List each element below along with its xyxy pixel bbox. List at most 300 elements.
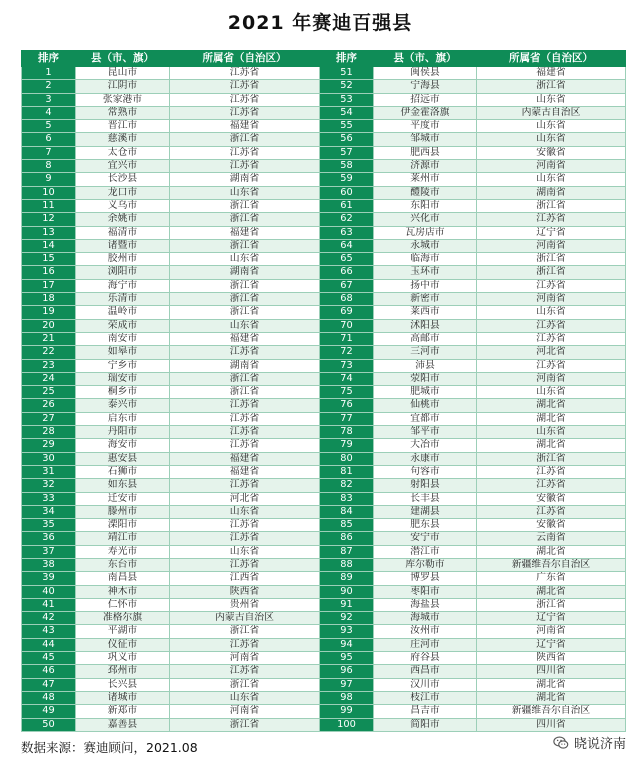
- right-rank-cell: 98: [320, 691, 374, 704]
- left-province-cell: 浙江省: [170, 678, 320, 691]
- right-rank-cell: 61: [320, 199, 374, 212]
- left-rank-cell: 40: [22, 585, 76, 598]
- right-province-cell: 新疆维吾尔自治区: [477, 705, 626, 718]
- right-county-cell: 新密市: [374, 293, 477, 306]
- right-rank-cell: 84: [320, 505, 374, 518]
- right-county-cell: 永城市: [374, 239, 477, 252]
- left-province-cell: 江苏省: [170, 346, 320, 359]
- left-rank-cell: 12: [22, 213, 76, 226]
- right-province-cell: 河南省: [477, 239, 626, 252]
- table-row: [22, 505, 626, 518]
- left-province-cell: 山东省: [170, 319, 320, 332]
- right-province-cell: 湖北省: [477, 678, 626, 691]
- right-province-cell: 湖南省: [477, 186, 626, 199]
- table-row: [22, 186, 626, 199]
- left-province-cell: 陕西省: [170, 585, 320, 598]
- left-county-cell: 温岭市: [76, 306, 170, 319]
- right-county-cell: 莱西市: [374, 306, 477, 319]
- right-province-cell: 安徽省: [477, 146, 626, 159]
- right-rank-cell: 91: [320, 598, 374, 611]
- right-rank-cell: 68: [320, 293, 374, 306]
- left-county-cell: 荣成市: [76, 319, 170, 332]
- left-county-cell: 晋江市: [76, 120, 170, 133]
- right-province-cell: 山东省: [477, 173, 626, 186]
- right-province-cell: 新疆维吾尔自治区: [477, 558, 626, 571]
- right-province-cell: 广东省: [477, 572, 626, 585]
- left-rank-cell: 34: [22, 505, 76, 518]
- right-rank-cell: 73: [320, 359, 374, 372]
- left-province-cell: 福建省: [170, 332, 320, 345]
- left-rank-cell: 44: [22, 638, 76, 651]
- left-county-cell: 仪征市: [76, 638, 170, 651]
- left-province-cell: 江苏省: [170, 519, 320, 532]
- left-province-cell: 江苏省: [170, 439, 320, 452]
- table-row: [22, 319, 626, 332]
- header-rank-right: 排序: [320, 51, 374, 67]
- table-row: [22, 160, 626, 173]
- left-province-cell: 江苏省: [170, 399, 320, 412]
- table-row: [22, 346, 626, 359]
- left-rank-cell: 7: [22, 146, 76, 159]
- left-rank-cell: 11: [22, 199, 76, 212]
- left-county-cell: 启东市: [76, 412, 170, 425]
- table-row: [22, 625, 626, 638]
- left-rank-cell: 5: [22, 120, 76, 133]
- right-county-cell: 平度市: [374, 120, 477, 133]
- right-rank-cell: 59: [320, 173, 374, 186]
- table-row: [22, 598, 626, 611]
- right-county-cell: 伊金霍洛旗: [374, 106, 477, 119]
- right-rank-cell: 82: [320, 479, 374, 492]
- left-county-cell: 乐清市: [76, 293, 170, 306]
- right-rank-cell: 93: [320, 625, 374, 638]
- right-county-cell: 醴陵市: [374, 186, 477, 199]
- table-row: [22, 718, 626, 731]
- right-rank-cell: 57: [320, 146, 374, 159]
- left-rank-cell: 22: [22, 346, 76, 359]
- right-province-cell: 浙江省: [477, 452, 626, 465]
- right-rank-cell: 71: [320, 332, 374, 345]
- table-row: [22, 253, 626, 266]
- right-rank-cell: 70: [320, 319, 374, 332]
- right-province-cell: 江苏省: [477, 213, 626, 226]
- header-rank-left: 排序: [22, 51, 76, 67]
- right-province-cell: 云南省: [477, 532, 626, 545]
- table-row: [22, 266, 626, 279]
- left-county-cell: 宁乡市: [76, 359, 170, 372]
- right-rank-cell: 72: [320, 346, 374, 359]
- left-province-cell: 江苏省: [170, 106, 320, 119]
- left-county-cell: 平湖市: [76, 625, 170, 638]
- left-rank-cell: 41: [22, 598, 76, 611]
- right-rank-cell: 62: [320, 213, 374, 226]
- table-row: [22, 585, 626, 598]
- left-province-cell: 福建省: [170, 120, 320, 133]
- table-row: [22, 80, 626, 93]
- left-rank-cell: 32: [22, 479, 76, 492]
- right-rank-cell: 65: [320, 253, 374, 266]
- left-province-cell: 江苏省: [170, 93, 320, 106]
- left-county-cell: 滕州市: [76, 505, 170, 518]
- right-rank-cell: 78: [320, 426, 374, 439]
- right-province-cell: 浙江省: [477, 598, 626, 611]
- right-rank-cell: 77: [320, 412, 374, 425]
- right-county-cell: 西昌市: [374, 665, 477, 678]
- left-province-cell: 江苏省: [170, 426, 320, 439]
- right-rank-cell: 99: [320, 705, 374, 718]
- left-rank-cell: 45: [22, 652, 76, 665]
- left-rank-cell: 3: [22, 93, 76, 106]
- left-county-cell: 靖江市: [76, 532, 170, 545]
- right-county-cell: 临海市: [374, 253, 477, 266]
- table-row: [22, 239, 626, 252]
- left-county-cell: 龙口市: [76, 186, 170, 199]
- table-row: [22, 426, 626, 439]
- left-rank-cell: 36: [22, 532, 76, 545]
- right-province-cell: 山东省: [477, 306, 626, 319]
- left-province-cell: 江苏省: [170, 160, 320, 173]
- right-county-cell: 枝江市: [374, 691, 477, 704]
- right-county-cell: 府谷县: [374, 652, 477, 665]
- table-row: [22, 439, 626, 452]
- left-county-cell: 浏阳市: [76, 266, 170, 279]
- table-row: [22, 93, 626, 106]
- right-rank-cell: 76: [320, 399, 374, 412]
- right-rank-cell: 60: [320, 186, 374, 199]
- left-rank-cell: 33: [22, 492, 76, 505]
- right-county-cell: 句容市: [374, 465, 477, 478]
- table-row: [22, 691, 626, 704]
- right-province-cell: 山东省: [477, 426, 626, 439]
- right-county-cell: 瓦房店市: [374, 226, 477, 239]
- left-province-cell: 福建省: [170, 465, 320, 478]
- header-province-left: 所属省（自治区）: [170, 51, 320, 67]
- left-rank-cell: 2: [22, 80, 76, 93]
- left-rank-cell: 26: [22, 399, 76, 412]
- right-county-cell: 宁海县: [374, 80, 477, 93]
- table-row: [22, 558, 626, 571]
- left-county-cell: 常熟市: [76, 106, 170, 119]
- left-rank-cell: 47: [22, 678, 76, 691]
- right-rank-cell: 52: [320, 80, 374, 93]
- right-rank-cell: 69: [320, 306, 374, 319]
- left-rank-cell: 24: [22, 372, 76, 385]
- table-row: [22, 465, 626, 478]
- right-province-cell: 辽宁省: [477, 226, 626, 239]
- right-county-cell: 简阳市: [374, 718, 477, 731]
- right-rank-cell: 64: [320, 239, 374, 252]
- left-county-cell: 巩义市: [76, 652, 170, 665]
- right-rank-cell: 90: [320, 585, 374, 598]
- left-county-cell: 海宁市: [76, 279, 170, 292]
- brand-watermark: [552, 733, 626, 752]
- left-rank-cell: 49: [22, 705, 76, 718]
- left-rank-cell: 43: [22, 625, 76, 638]
- left-province-cell: 江苏省: [170, 479, 320, 492]
- right-county-cell: 肥城市: [374, 386, 477, 399]
- left-rank-cell: 23: [22, 359, 76, 372]
- right-county-cell: 肥西县: [374, 146, 477, 159]
- table-row: [22, 519, 626, 532]
- left-rank-cell: 15: [22, 253, 76, 266]
- right-county-cell: 兴化市: [374, 213, 477, 226]
- left-rank-cell: 48: [22, 691, 76, 704]
- left-rank-cell: 39: [22, 572, 76, 585]
- table-body: [22, 67, 626, 732]
- right-county-cell: 高邮市: [374, 332, 477, 345]
- right-county-cell: 汉川市: [374, 678, 477, 691]
- right-province-cell: 江苏省: [477, 319, 626, 332]
- right-province-cell: 安徽省: [477, 492, 626, 505]
- right-county-cell: 仙桃市: [374, 399, 477, 412]
- left-rank-cell: 35: [22, 519, 76, 532]
- right-county-cell: 肥东县: [374, 519, 477, 532]
- right-county-cell: 济源市: [374, 160, 477, 173]
- table-row: [22, 359, 626, 372]
- right-county-cell: 庄河市: [374, 638, 477, 651]
- left-county-cell: 嘉善县: [76, 718, 170, 731]
- left-province-cell: 内蒙古自治区: [170, 612, 320, 625]
- left-province-cell: 江苏省: [170, 146, 320, 159]
- table-row: [22, 665, 626, 678]
- left-county-cell: 南安市: [76, 332, 170, 345]
- header-county-right: 县（市、旗）: [374, 51, 477, 67]
- right-rank-cell: 67: [320, 279, 374, 292]
- left-province-cell: 河南省: [170, 652, 320, 665]
- right-rank-cell: 81: [320, 465, 374, 478]
- right-county-cell: 宜都市: [374, 412, 477, 425]
- right-county-cell: 海盐县: [374, 598, 477, 611]
- table-row: [22, 199, 626, 212]
- left-rank-cell: 10: [22, 186, 76, 199]
- right-county-cell: 射阳县: [374, 479, 477, 492]
- right-county-cell: 荥阳市: [374, 372, 477, 385]
- left-rank-cell: 20: [22, 319, 76, 332]
- right-rank-cell: 92: [320, 612, 374, 625]
- left-province-cell: 河北省: [170, 492, 320, 505]
- left-province-cell: 江苏省: [170, 80, 320, 93]
- right-county-cell: 枣阳市: [374, 585, 477, 598]
- right-province-cell: 浙江省: [477, 253, 626, 266]
- left-province-cell: 福建省: [170, 226, 320, 239]
- table-row: [22, 572, 626, 585]
- left-rank-cell: 4: [22, 106, 76, 119]
- right-province-cell: 江苏省: [477, 359, 626, 372]
- table-row: [22, 306, 626, 319]
- right-county-cell: 潜江市: [374, 545, 477, 558]
- right-province-cell: 江苏省: [477, 332, 626, 345]
- left-rank-cell: 31: [22, 465, 76, 478]
- right-province-cell: 浙江省: [477, 199, 626, 212]
- left-province-cell: 湖南省: [170, 266, 320, 279]
- left-rank-cell: 38: [22, 558, 76, 571]
- left-province-cell: 贵州省: [170, 598, 320, 611]
- left-rank-cell: 6: [22, 133, 76, 146]
- right-rank-cell: 83: [320, 492, 374, 505]
- right-county-cell: 昌吉市: [374, 705, 477, 718]
- left-county-cell: 仁怀市: [76, 598, 170, 611]
- left-rank-cell: 46: [22, 665, 76, 678]
- right-rank-cell: 87: [320, 545, 374, 558]
- header-county-left: 县（市、旗）: [76, 51, 170, 67]
- right-rank-cell: 88: [320, 558, 374, 571]
- left-county-cell: 新郑市: [76, 705, 170, 718]
- left-province-cell: 江苏省: [170, 558, 320, 571]
- left-county-cell: 宜兴市: [76, 160, 170, 173]
- right-province-cell: 湖北省: [477, 439, 626, 452]
- left-county-cell: 瑞安市: [76, 372, 170, 385]
- left-county-cell: 海安市: [76, 439, 170, 452]
- left-county-cell: 如皋市: [76, 346, 170, 359]
- right-province-cell: 四川省: [477, 665, 626, 678]
- left-province-cell: 山东省: [170, 253, 320, 266]
- table-row: [22, 120, 626, 133]
- left-county-cell: 准格尔旗: [76, 612, 170, 625]
- left-province-cell: 山东省: [170, 545, 320, 558]
- right-province-cell: 江苏省: [477, 465, 626, 478]
- left-rank-cell: 42: [22, 612, 76, 625]
- left-province-cell: 江苏省: [170, 67, 320, 80]
- right-rank-cell: 95: [320, 652, 374, 665]
- right-county-cell: 沭阳县: [374, 319, 477, 332]
- left-province-cell: 浙江省: [170, 372, 320, 385]
- right-rank-cell: 96: [320, 665, 374, 678]
- left-county-cell: 寿光市: [76, 545, 170, 558]
- right-rank-cell: 94: [320, 638, 374, 651]
- right-county-cell: 邹平市: [374, 426, 477, 439]
- table-row: [22, 412, 626, 425]
- right-county-cell: 建湖县: [374, 505, 477, 518]
- right-county-cell: 汝州市: [374, 625, 477, 638]
- left-county-cell: 福清市: [76, 226, 170, 239]
- left-county-cell: 长兴县: [76, 678, 170, 691]
- table-row: [22, 146, 626, 159]
- brand-name: 晓说济南: [573, 737, 626, 752]
- left-county-cell: 慈溪市: [76, 133, 170, 146]
- left-province-cell: 湖南省: [170, 173, 320, 186]
- table-row: [22, 106, 626, 119]
- right-rank-cell: 55: [320, 120, 374, 133]
- left-county-cell: 东台市: [76, 558, 170, 571]
- right-county-cell: 长丰县: [374, 492, 477, 505]
- right-county-cell: 玉环市: [374, 266, 477, 279]
- right-rank-cell: 100: [320, 718, 374, 731]
- right-province-cell: 山东省: [477, 120, 626, 133]
- right-county-cell: 安宁市: [374, 532, 477, 545]
- table-row: [22, 652, 626, 665]
- table-row: [22, 638, 626, 651]
- left-county-cell: 丹阳市: [76, 426, 170, 439]
- right-county-cell: 莱州市: [374, 173, 477, 186]
- table-row: [22, 279, 626, 292]
- right-rank-cell: 54: [320, 106, 374, 119]
- left-rank-cell: 18: [22, 293, 76, 306]
- table-row: [22, 612, 626, 625]
- table-row: [22, 226, 626, 239]
- left-county-cell: 桐乡市: [76, 386, 170, 399]
- left-province-cell: 浙江省: [170, 306, 320, 319]
- left-province-cell: 浙江省: [170, 199, 320, 212]
- right-county-cell: 大冶市: [374, 439, 477, 452]
- right-province-cell: 湖北省: [477, 545, 626, 558]
- left-province-cell: 浙江省: [170, 239, 320, 252]
- table-row: [22, 386, 626, 399]
- left-province-cell: 浙江省: [170, 386, 320, 399]
- right-rank-cell: 80: [320, 452, 374, 465]
- left-rank-cell: 16: [22, 266, 76, 279]
- left-province-cell: 江苏省: [170, 532, 320, 545]
- left-province-cell: 江苏省: [170, 665, 320, 678]
- right-rank-cell: 51: [320, 67, 374, 80]
- left-county-cell: 石狮市: [76, 465, 170, 478]
- right-county-cell: 永康市: [374, 452, 477, 465]
- table-row: [22, 545, 626, 558]
- right-province-cell: 山东省: [477, 133, 626, 146]
- right-rank-cell: 58: [320, 160, 374, 173]
- left-province-cell: 浙江省: [170, 133, 320, 146]
- right-province-cell: 山东省: [477, 93, 626, 106]
- right-rank-cell: 85: [320, 519, 374, 532]
- left-rank-cell: 8: [22, 160, 76, 173]
- left-province-cell: 福建省: [170, 452, 320, 465]
- right-province-cell: 河南省: [477, 293, 626, 306]
- table-row: [22, 532, 626, 545]
- right-province-cell: 陕西省: [477, 652, 626, 665]
- left-province-cell: 浙江省: [170, 279, 320, 292]
- right-province-cell: 辽宁省: [477, 612, 626, 625]
- table-row: [22, 332, 626, 345]
- left-county-cell: 余姚市: [76, 213, 170, 226]
- left-rank-cell: 29: [22, 439, 76, 452]
- left-rank-cell: 9: [22, 173, 76, 186]
- table-row: [22, 479, 626, 492]
- left-province-cell: 浙江省: [170, 718, 320, 731]
- right-province-cell: 浙江省: [477, 80, 626, 93]
- right-county-cell: 闽侯县: [374, 67, 477, 80]
- right-province-cell: 山东省: [477, 386, 626, 399]
- table-row: [22, 705, 626, 718]
- left-county-cell: 诸暨市: [76, 239, 170, 252]
- left-rank-cell: 50: [22, 718, 76, 731]
- left-rank-cell: 28: [22, 426, 76, 439]
- right-rank-cell: 74: [320, 372, 374, 385]
- right-province-cell: 湖北省: [477, 585, 626, 598]
- left-province-cell: 河南省: [170, 705, 320, 718]
- right-county-cell: 三河市: [374, 346, 477, 359]
- page-title: 2021 年赛迪百强县: [227, 12, 413, 34]
- header-province-right: 所属省（自治区）: [477, 51, 626, 67]
- right-rank-cell: 97: [320, 678, 374, 691]
- wechat-icon: [552, 734, 570, 752]
- right-county-cell: 招远市: [374, 93, 477, 106]
- ranking-table: [21, 50, 626, 732]
- left-province-cell: 浙江省: [170, 625, 320, 638]
- right-county-cell: 沛县: [374, 359, 477, 372]
- left-county-cell: 长沙县: [76, 173, 170, 186]
- left-rank-cell: 21: [22, 332, 76, 345]
- left-rank-cell: 17: [22, 279, 76, 292]
- left-rank-cell: 30: [22, 452, 76, 465]
- right-county-cell: 库尔勒市: [374, 558, 477, 571]
- right-province-cell: 内蒙古自治区: [477, 106, 626, 119]
- left-county-cell: 泰兴市: [76, 399, 170, 412]
- table-row: [22, 173, 626, 186]
- right-province-cell: 安徽省: [477, 519, 626, 532]
- right-province-cell: 江苏省: [477, 479, 626, 492]
- left-province-cell: 浙江省: [170, 293, 320, 306]
- table-row: [22, 67, 626, 80]
- right-county-cell: 东阳市: [374, 199, 477, 212]
